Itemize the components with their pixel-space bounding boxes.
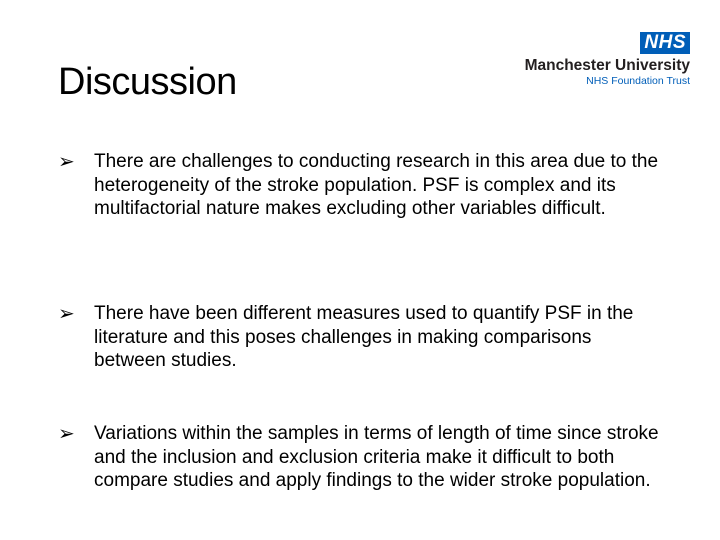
nhs-logo-mark: NHS bbox=[640, 32, 690, 54]
bullet-item bbox=[58, 150, 668, 221]
trust-name: Manchester University bbox=[524, 57, 690, 74]
nhs-trust-logo bbox=[510, 32, 690, 90]
bullet-item bbox=[58, 302, 668, 373]
arrow-bullet-icon: ➢ bbox=[58, 301, 75, 325]
arrow-bullet-icon: ➢ bbox=[58, 149, 75, 173]
bullet-text: Variations within the samples in terms of length of time since stroke and the inclusion and exclusion criteria make it difficult to both compare studies and apply findings to the wider stroke population. bbox=[94, 423, 659, 491]
arrow-bullet-icon: ➢ bbox=[58, 421, 75, 445]
bullet-item bbox=[58, 422, 668, 493]
trust-subtitle: NHS Foundation Trust bbox=[586, 75, 690, 87]
slide-title: Discussion bbox=[58, 61, 237, 103]
bullet-text: There have been different measures used to quantify PSF in the literature and this poses challenges in making comparisons between studies. bbox=[94, 303, 634, 371]
bullet-text: There are challenges to conducting research in this area due to the heterogeneity of the stroke population. PSF is complex and its multifactorial nature makes excluding other variables difficult. bbox=[94, 151, 659, 219]
